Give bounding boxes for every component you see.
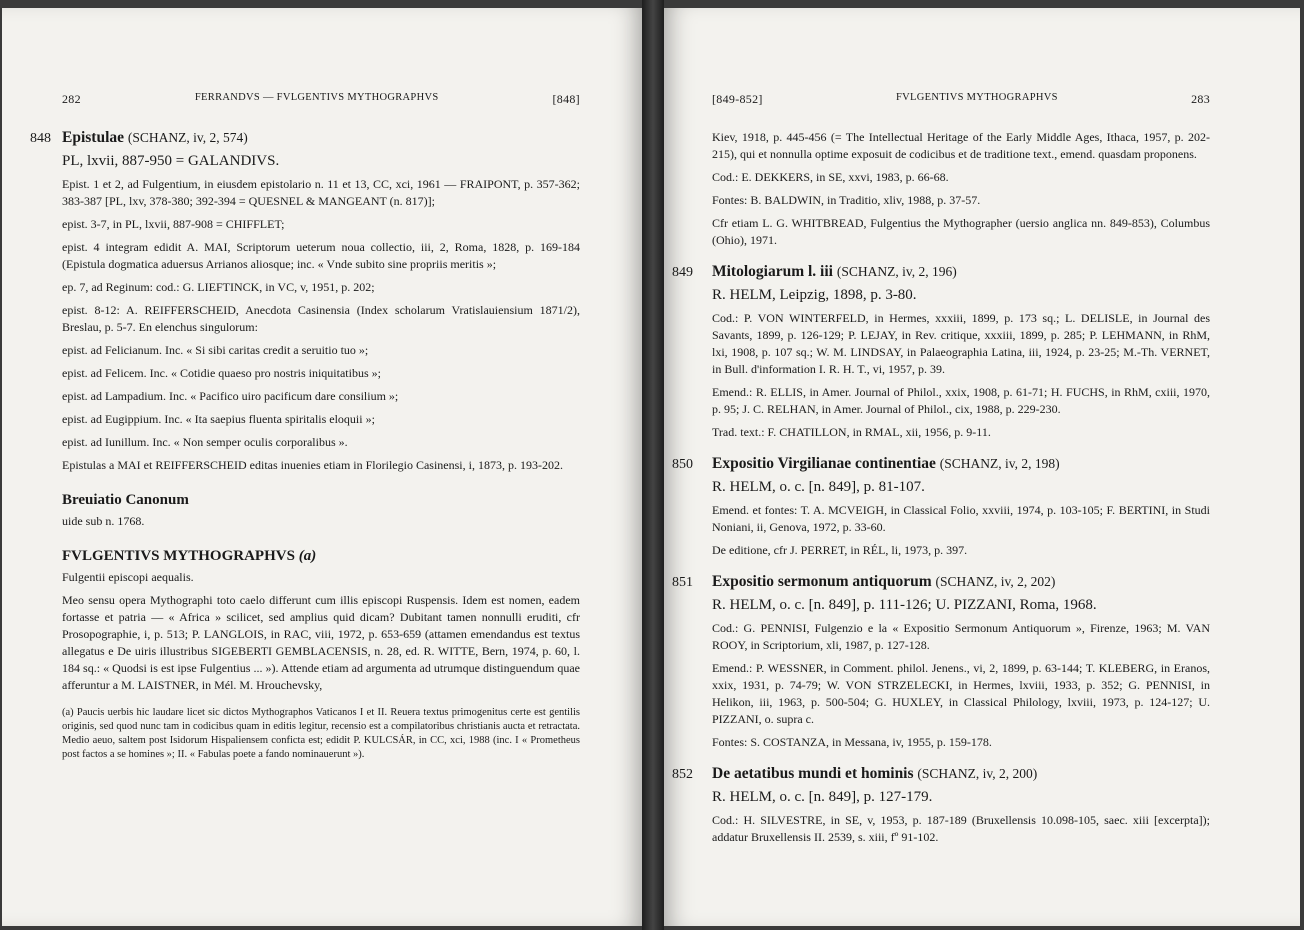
entry-title-line [712, 765, 1210, 783]
footnote-mark: (a) [298, 548, 317, 564]
continuation-line: Fontes: B. BALDWIN, in Traditio, xliv, 1988, p. 37-57. [712, 193, 981, 207]
continuation [712, 129, 1210, 249]
entry-852 [672, 765, 1210, 846]
left-page [2, 8, 642, 926]
fulgentius-paragraph: Meo sensu opera Mythographi toto caelo differunt cum illis episcopi Ruspensis. Idem est nomen, eadem fortasse et patria — « Africa » scilicet, sed amplius quid dicam? Dubitant tamen nonnulli eruditi, cfr Prosopographie, i, p. 513; P. LANGLOIS, in RAC, viii, 1972, p. 653-659 (attamen emendandus est textus allegatus e De uiris illustribus SIGEBERTI GEMBLACENSIS, n. 28, ed. R. WITTE, Bern, 1974, p. 60, l. 184 sq.: « Quodsi is est ipse Fulgentius ... »). Attende etiam ad argumenta ad utrumque distinguendum quae afferuntur a M. LAISTNER, in Mél. M. Hrouchevsky, [62, 593, 580, 692]
right-page-number: 283 [1191, 92, 1210, 106]
entry-line: De editione, cfr J. PERRET, in RÉL, li, 1973, p. 397. [712, 543, 968, 557]
right-range: [849-852] [712, 92, 763, 106]
entry-line: epist. 3-7, in PL, lxvii, 887-908 = CHIFFLET; [62, 217, 285, 231]
entry-number: 849 [672, 265, 693, 280]
entry-ref: (SCHANZ, iv, 2, 202) [935, 574, 1056, 589]
left-page-number: 282 [62, 92, 81, 106]
entry-line: Emend.: P. WESSNER, in Comment. philol. Jenens., vi, 2, 1899, p. 63-144; T. KLEBERG, in Eranos, xxix, 1931, p. 74-79; W. VON STRZELECKI, in Hermes, lxviii, 1933, p. 352; G. PENNISI, in Helikon, iii, 1963, p. 500-504; G. HUXLEY, in Classical Philology, lxviii, 1973, p. 124-127; U. PIZZANI, o. supra c. [712, 661, 1210, 726]
continuation-text: Kiev, 1918, p. 445-456 (= The Intellectual Heritage of the Early Middle Ages, Ithaca, 1957, p. 202-215), qui et nonnulla optime exposuit de codicibus et de traditione text., emend. quasdam proponens. [712, 130, 1210, 161]
entry-line: ep. 7, ad Reginum: cod.: G. LIEFTINCK, in VC, v, 1951, p. 202; [62, 280, 375, 294]
fulgentius-heading [62, 548, 580, 565]
entry-line: Fontes: S. COSTANZA, in Messana, iv, 1955, p. 159-178. [712, 735, 992, 749]
entry-line: Cod.: P. VON WINTERFELD, in Hermes, xxxiii, 1899, p. 173 sq.; L. DELISLE, in Journal des Savants, 1899, p. 126-129; P. LEJAY, in Rev. critique, xxxiii, 1899, p. 285; P. LEHMANN, in RhM, lxi, 1908, p. 107 sq.; W. M. LINDSAY, in Palaeographia Latina, iii, 1924, p. 23-25; M.-Th. VERNET, in Bull. d'information I. R. H. T., vi, 1957, p. 39. [712, 311, 1210, 376]
fulgentius-title: FVLGENTIVS MYTHOGRAPHVS [62, 548, 295, 564]
breuiatio-title: Breuiatio Canonum [62, 492, 189, 508]
entry-title: Epistulae [62, 129, 125, 146]
entry-number: 852 [672, 767, 693, 782]
entry-title-line [712, 263, 1210, 281]
entry-line: epist. ad Felicianum. Inc. « Si sibi caritas credit a seruitio tuo »; [62, 343, 369, 357]
continuation-line: Cfr etiam L. G. WHITBREAD, Fulgentius the Mythographer (uersio anglica nn. 849-853), Columbus (Ohio), 1971. [712, 216, 1210, 247]
entry-851 [672, 573, 1210, 751]
breuiatio-text: uide sub n. 1768. [62, 514, 145, 528]
entry-title: Mitologiarum l. iii [712, 263, 833, 280]
entry-ref: (SCHANZ, iv, 2, 574) [127, 130, 248, 145]
left-running-head [62, 92, 580, 107]
entry-line: epist. 8-12: A. REIFFERSCHEID, Anecdota Casinensia (Index scholarum Vratislauiensium 1871/2), Breslau, p. 5-7. En elenchus singulorum: [62, 303, 580, 334]
entry-ref: (SCHANZ, iv, 2, 196) [836, 264, 957, 279]
entry-line: Emend. et fontes: T. A. MCVEIGH, in Classical Folio, xxviii, 1974, p. 103-105; F. BERTINI, in Studi Noniani, ii, Genova, 1972, p. 33-60. [712, 503, 1210, 534]
entry-edition: R. HELM, o. c. [n. 849], p. 81-107. [712, 479, 925, 495]
footnote: (a) Paucis uerbis hic laudare licet sic dictos Mythographos Vaticanos I et II. Reuera textus primogenitus certe est gentilis originis, sed quod nunc tam in codicibus quam in editis legitur, recensio est a compilatoribus christianis aucta et retractata. Medio aeuo, saltem post Isidorum Hispaliensem conficta est; edidit P. KULCSÁR, in CC, xci, 1988 (inc. I « Prometheus post factos a se homines »; II. « Fabulas poete a fando nominauerunt »). [62, 707, 580, 760]
left-range: [848] [552, 92, 580, 106]
entry-edition: PL, lxvii, 887-950 = GALANDIVS. [62, 153, 280, 169]
entry-848 [30, 129, 580, 474]
entry-849 [672, 263, 1210, 441]
entry-edition: R. HELM, o. c. [n. 849], p. 111-126; U. PIZZANI, Roma, 1968. [712, 597, 1097, 613]
right-running-head [712, 92, 1210, 107]
entry-line: Emend.: R. ELLIS, in Amer. Journal of Philol., xxix, 1908, p. 61-71; H. FUCHS, in RhM, cxiii, 1970, p. 95; J. C. RELHAN, in Amer. Journal of Philol., cix, 1988, p. 229-230. [712, 385, 1210, 416]
right-running-title: FVLGENTIVS MYTHOGRAPHVS [896, 92, 1058, 103]
entry-line: Epistulas a MAI et REIFFERSCHEID editas inuenies etiam in Florilegio Casinensi, i, 1873, p. 193-202. [62, 458, 563, 472]
entry-title: De aetatibus mundi et hominis [712, 765, 914, 782]
entry-title-line [712, 573, 1210, 591]
left-running-title: FERRANDVS — FVLGENTIVS MYTHOGRAPHVS [194, 92, 439, 103]
entry-number: 851 [672, 575, 693, 590]
right-page [664, 8, 1300, 926]
entry-number: 850 [672, 457, 693, 472]
fulgentius-intro: Fulgentii episcopi aequalis. [62, 570, 194, 584]
entry-title: Expositio sermonum antiquorum [712, 573, 932, 590]
entry-ref: (SCHANZ, iv, 2, 200) [917, 766, 1038, 781]
entry-edition: R. HELM, o. c. [n. 849], p. 127-179. [712, 789, 933, 805]
entry-line: epist. ad Iunillum. Inc. « Non semper oculis corporalibus ». [62, 435, 348, 449]
entry-line: epist. ad Eugippium. Inc. « Ita saepius fluenta spiritalis eloquii »; [62, 412, 375, 426]
continuation-line: Cod.: E. DEKKERS, in SE, xxvi, 1983, p. 66-68. [712, 170, 949, 184]
entry-line: Trad. text.: F. CHATILLON, in RMAL, xii, 1956, p. 9-11. [712, 425, 991, 439]
entry-line: epist. ad Lampadium. Inc. « Pacifico uiro pacificum dare consilium »; [62, 389, 399, 403]
entry-ref: (SCHANZ, iv, 2, 198) [939, 456, 1060, 471]
entry-line: epist. ad Felicem. Inc. « Cotidie quaeso pro nostris iniquitatibus »; [62, 366, 381, 380]
entry-edition: R. HELM, Leipzig, 1898, p. 3-80. [712, 287, 917, 303]
entry-number: 848 [30, 131, 51, 146]
entry-line: Cod.: G. PENNISI, Fulgenzio e la « Expositio Sermonum Antiquorum », Firenze, 1963; M. VAN ROOY, in Scriptorium, xli, 1987, p. 127-128. [712, 621, 1210, 652]
book-gutter [642, 0, 664, 930]
entry-line: epist. 4 integram edidit A. MAI, Scriptorum ueterum noua collectio, iii, 2, Roma, 1828, p. 169-184 (Epistula dogmatica aduersus Arrianos aliosque; inc. « Vnde subito sine propriis meritis »; [62, 240, 580, 271]
entry-line: Cod.: H. SILVESTRE, in SE, v, 1953, p. 187-189 (Bruxellensis 10.098-105, saec. xiii [excerpta]); addatur Bruxellensis II. 2539, s. xiii, fº 91-102. [712, 813, 1210, 844]
entry-title: Expositio Virgilianae continentiae [712, 455, 936, 472]
entry-title-line [62, 129, 580, 147]
entry-title-line [712, 455, 1210, 473]
entry-line: Epist. 1 et 2, ad Fulgentium, in eiusdem epistolario n. 11 et 13, CC, xci, 1961 — FRAIPONT, p. 357-362; 383-387 [PL, lxv, 378-380; 392-394 = QUESNEL & MANGEANT (n. 817)]; [62, 177, 580, 208]
entry-850 [672, 455, 1210, 559]
